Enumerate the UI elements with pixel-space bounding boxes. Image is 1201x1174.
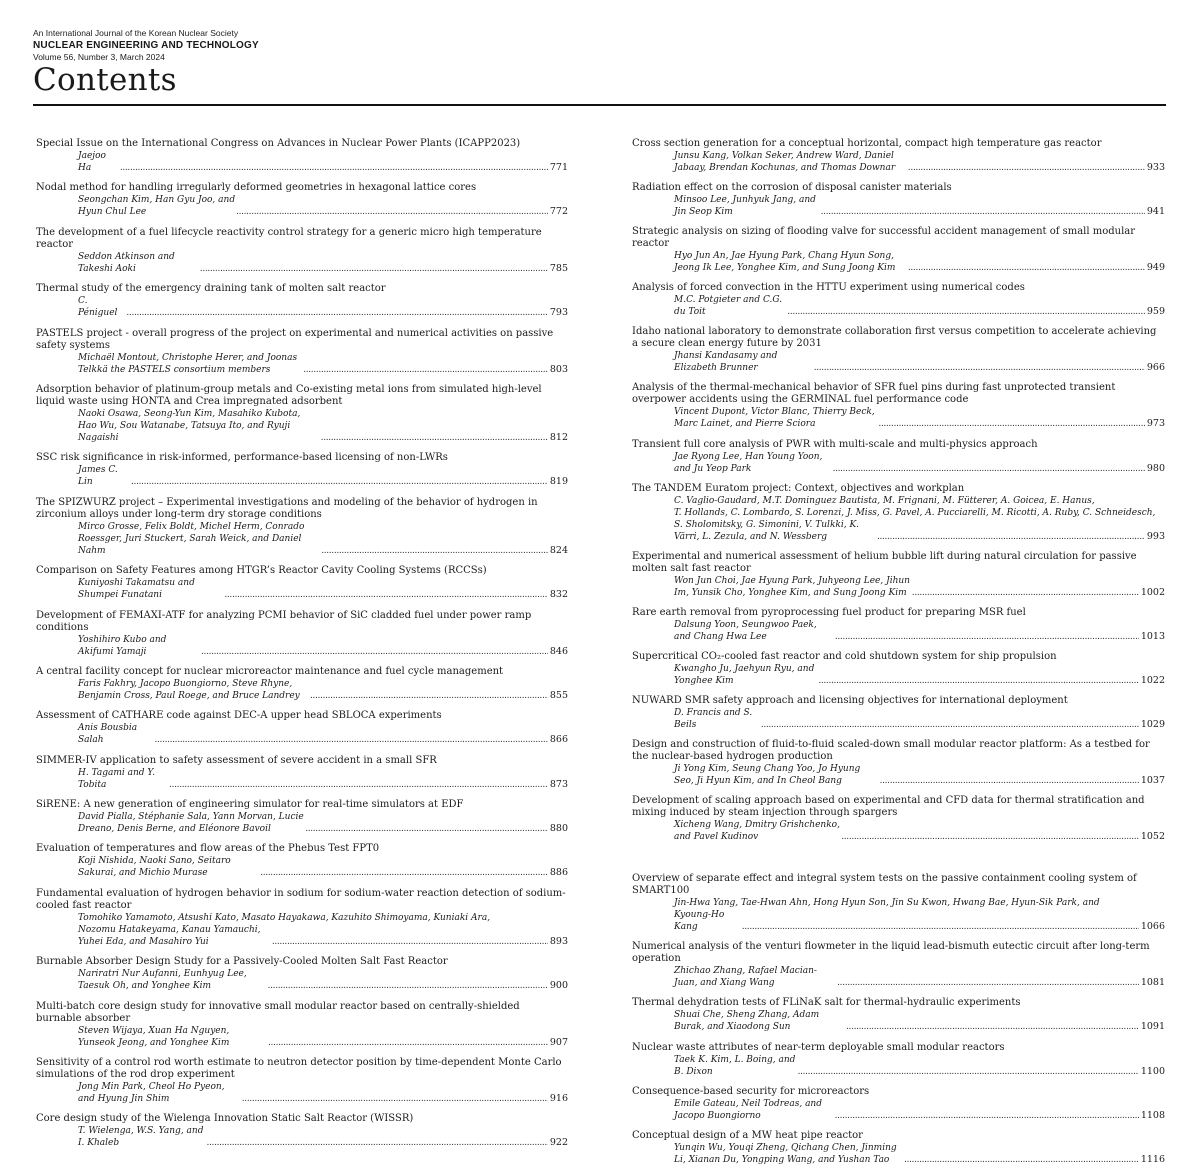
article-authors: Ji Yong Kim, Seung Chang Yoo, Jo Hyung Seo, Ji Hyun Kim, and In Cheol Bang (674, 764, 861, 787)
article-title[interactable]: Supercritical CO₂-cooled fast reactor and cold shutdown system for ship propulsion (632, 650, 1057, 662)
toc-entry[interactable] (36, 138, 568, 174)
page-number[interactable]: 1052 (1140, 831, 1165, 843)
article-authors: Jae Ryong Lee, Han Young Yoon, and Ju Yeop Park (674, 451, 823, 474)
page-number[interactable]: 1100 (1140, 1065, 1165, 1077)
dot-leader (268, 980, 548, 992)
toc-entry[interactable] (36, 956, 568, 992)
toc-entry[interactable] (36, 799, 568, 835)
toc-entry[interactable] (36, 227, 568, 275)
page-number[interactable]: 907 (549, 1036, 568, 1048)
article-authors: Yunqin Wu, Youqi Zheng, Qichang Chen, Jinming Li, Xianan Du, Yongping Wang, and Yushan Tao (674, 1142, 897, 1165)
dot-leader (742, 921, 1139, 933)
dot-leader (200, 263, 548, 275)
article-authors: Faris Fakhry, Jacopo Buongiorno, Steve Rhyne, Benjamin Cross, Paul Roege, and Bruce Landrey (78, 678, 300, 701)
page-title: Contents (33, 62, 177, 98)
article-authors: H. Tagami and Y. Tobita (78, 767, 156, 790)
dot-leader (131, 476, 548, 488)
toc-entry[interactable] (632, 382, 1165, 430)
journal-title: NUCLEAR ENGINEERING AND TECHNOLOGY (33, 40, 259, 51)
dot-leader (833, 463, 1145, 475)
dot-leader (908, 162, 1145, 174)
page-number[interactable]: 873 (549, 778, 568, 790)
article-authors: Nariratri Nur Aufanni, Eunhyug Lee, Taesuk Oh, and Yonghee Kim (78, 969, 247, 992)
page-number[interactable]: 880 (549, 823, 568, 835)
page-number[interactable]: 824 (549, 544, 568, 556)
dot-leader (846, 1021, 1139, 1033)
journal-subtitle: An International Journal of the Korean Nuclear Society (33, 28, 239, 38)
dot-leader (303, 364, 548, 376)
dot-leader (321, 545, 548, 557)
dot-leader (814, 362, 1145, 374)
page-number[interactable]: 900 (549, 980, 568, 992)
article-title[interactable]: Nodal method for handling irregularly deformed geometries in hexagonal lattice cores (36, 182, 477, 194)
page-number[interactable]: 1091 (1140, 1021, 1165, 1033)
journal-header (33, 28, 259, 97)
article-title[interactable]: Rare earth removal from pyroprocessing fuel product for preparing MSR fuel (632, 606, 1026, 618)
toc-entry[interactable] (36, 328, 568, 376)
article-title[interactable]: PASTELS project - overall progress of the project on experimental and numerical activities on passive safety systems (36, 327, 554, 351)
dot-leader (201, 646, 548, 658)
dot-leader (169, 779, 548, 791)
article-title[interactable]: SiRENE: A new generation of engineering simulator for real-time simulators at EDF (36, 799, 464, 811)
page-number[interactable]: 1066 (1140, 921, 1165, 933)
article-title[interactable]: Burnable Absorber Design Study for a Passively-Cooled Molten Salt Fast Reactor (36, 956, 448, 968)
toc-entry[interactable] (632, 795, 1165, 843)
dot-leader (837, 977, 1139, 989)
article-authors: Minsoo Lee, Junhyuk Jang, and Jin Seop Kim (674, 195, 816, 218)
dot-leader (260, 867, 548, 879)
toc-entry[interactable] (36, 283, 568, 319)
article-title[interactable]: Consequence-based security for microreactors (632, 1085, 870, 1097)
dot-leader (787, 306, 1145, 318)
article-title[interactable]: Thermal study of the emergency draining tank of molten salt reactor (36, 283, 386, 295)
page-number[interactable]: 949 (1146, 262, 1165, 274)
article-authors: Dalsung Yoon, Seungwoo Paek, and Chang Hwa Lee (674, 619, 817, 642)
article-authors: Tomohiko Yamamoto, Atsushi Kato, Masato Hayakawa, Kazuhito Shimoyama, Kuniaki Ara, (78, 912, 491, 923)
toc-entry[interactable] (632, 1086, 1165, 1122)
article-authors: Taek K. Kim, L. Boing, and B. Dixon (674, 1054, 796, 1077)
page-number[interactable]: 812 (549, 431, 568, 443)
article-authors: Kwangho Ju, Jaehyun Ryu, and Yonghee Kim (674, 663, 815, 686)
dot-leader (908, 262, 1145, 274)
article-title[interactable]: Multi-batch core design study for innovative small modular reactor based on centrally-shielded burnable absorber (36, 1000, 520, 1024)
dot-leader (880, 775, 1139, 787)
article-authors: Nozomu Hatakeyama, Kanau Yamauchi, Yuhei Eda, and Masahiro Yui (78, 924, 261, 947)
dot-leader (310, 690, 548, 702)
dot-leader (761, 719, 1139, 731)
dot-leader (878, 418, 1145, 430)
toc-entry[interactable] (632, 483, 1165, 543)
toc-entry[interactable] (36, 182, 568, 218)
article-title[interactable]: Core design study of the Wielenga Innovation Static Salt Reactor (WISSR) (36, 1113, 414, 1125)
page-number[interactable]: 966 (1146, 362, 1165, 374)
article-title[interactable]: Strategic analysis on sizing of flooding valve for successful accident management of small modular reactor (632, 226, 1136, 250)
article-authors: Hyo Jun An, Jae Hyung Park, Chang Hyun Song, Jeong Ik Lee, Yonghee Kim, and Sung Joong Kim (674, 251, 896, 274)
article-title[interactable]: Idaho national laboratory to demonstrate collaboration first versus competition to accelerate achieving a secure clean energy future by 2031 (632, 326, 1157, 350)
page-number[interactable]: 1013 (1140, 630, 1165, 642)
page-number[interactable]: 1022 (1140, 674, 1165, 686)
article-title[interactable]: Conceptual design of a MW heat pipe reactor (632, 1129, 863, 1141)
toc-entry[interactable] (632, 607, 1165, 643)
dot-leader (155, 734, 548, 746)
article-authors: Steven Wijaya, Xuan Ha Nguyen, Yunseok Jeong, and Yonghee Kim (78, 1025, 230, 1048)
article-title[interactable]: The SPIZWURZ project – Experimental investigations and modeling of the behavior of hydrogen in zirconium alloys under long-term dry storage conditions (36, 496, 538, 520)
article-title[interactable]: The development of a fuel lifecycle reactivity control strategy for a generic micro high temperature reactor (36, 226, 542, 250)
toc-entry[interactable] (632, 1042, 1165, 1078)
dot-leader (224, 589, 547, 601)
toc-entry[interactable] (632, 282, 1165, 318)
dot-leader (120, 162, 548, 174)
article-authors: James C. Lin (78, 465, 118, 488)
article-authors: Won Jun Choi, Jae Hyung Park, Juhyeong Lee, Jihun Im, Yunsik Cho, Yonghee Kim, and Sung Joong Kim (674, 575, 910, 598)
article-authors: Jhansi Kandasamy and Elizabeth Brunner (674, 351, 778, 374)
toc-entry[interactable] (36, 497, 568, 557)
page-number[interactable]: 772 (549, 206, 568, 218)
article-title[interactable]: Development of scaling approach based on experimental and CFD data for thermal stratification and mixing induced by steam injection through spargers (632, 795, 1145, 819)
dot-leader (818, 675, 1138, 687)
toc-entry[interactable] (632, 941, 1165, 989)
toc-entry[interactable] (36, 384, 568, 444)
article-title[interactable]: SIMMER-IV application to safety assessment of severe accident in a small SFR (36, 754, 437, 766)
article-title[interactable]: Special Issue on the International Congress on Advances in Nuclear Power Plants (ICAPP2023) (36, 138, 521, 149)
page-number[interactable]: 1029 (1140, 719, 1165, 731)
article-title[interactable]: Nuclear waste attributes of near-term deployable small modular reactors (632, 1041, 1005, 1053)
article-authors: S. Sholomitsky, G. Simonini, V. Tulkki, K. Värri, L. Zezula, and N. Wessberg (674, 519, 860, 542)
toc-entry[interactable] (36, 452, 568, 488)
toc-entry[interactable] (36, 1057, 568, 1105)
page-number[interactable]: 959 (1146, 306, 1165, 318)
toc-entry[interactable] (36, 666, 568, 702)
article-title[interactable]: Comparison on Safety Features among HTGR’s Reactor Cavity Cooling Systems (RCCSs) (36, 565, 487, 577)
article-authors: Kuniyoshi Takamatsu and Shumpei Funatani (78, 578, 195, 601)
article-authors: Michaël Montout, Christophe Herer, and Joonas Telkkä the PASTELS consortium members (78, 352, 298, 375)
toc-entry[interactable] (632, 651, 1165, 687)
page-number[interactable]: 1108 (1140, 1109, 1165, 1121)
toc-entry[interactable] (632, 695, 1165, 731)
article-title[interactable]: A central facility concept for nuclear microreactor maintenance and fuel cycle management (36, 665, 504, 677)
toc-entry[interactable] (36, 755, 568, 791)
article-authors: Seddon Atkinson and Takeshi Aoki (78, 251, 175, 274)
toc-entry[interactable] (632, 1130, 1165, 1166)
toc-entry[interactable] (36, 710, 568, 746)
dot-leader (841, 831, 1139, 843)
page-number[interactable]: 846 (549, 645, 568, 657)
page-number[interactable]: 832 (549, 589, 568, 601)
page-number[interactable]: 1037 (1140, 775, 1165, 787)
page-number[interactable]: 916 (549, 1093, 568, 1105)
article-authors: C. Péniguel (78, 296, 118, 319)
page-number[interactable]: 803 (549, 363, 568, 375)
toc-entry[interactable] (36, 843, 568, 879)
article-authors: David Pialla, Stéphanie Sala, Yann Morvan, Lucie Dreano, Denis Berne, and Eléonore Bavoil (78, 812, 304, 835)
dot-leader (305, 823, 548, 835)
right-column (632, 138, 1165, 1174)
article-title[interactable]: Adsorption behavior of platinum-group metals and Co-existing metal ions from simulated high-level liquid waste using HONTA and Crea impregnated adsorbent (36, 383, 542, 407)
article-authors: C. Vaglio-Gaudard, M.T. Dominguez Bautista, M. Frignani, M. Fütterer, A. Goicea, E. Hanus, (674, 495, 1095, 506)
article-title[interactable]: Assessment of CATHARE code against DEC-A upper head SBLOCA experiments (36, 710, 442, 722)
article-title[interactable]: Numerical analysis of the venturi flowmeter in the liquid lead-bismuth eutectic circuit after long-term operation (632, 941, 1150, 965)
page-number[interactable]: 993 (1146, 530, 1165, 542)
article-authors: D. Francis and S. Beils (674, 708, 753, 731)
page-number[interactable]: 980 (1146, 462, 1165, 474)
dot-leader (798, 1066, 1139, 1078)
page-number[interactable]: 819 (549, 476, 568, 488)
article-authors: Xicheng Wang, Dmitry Grishchenko, and Pavel Kudinov (674, 820, 840, 843)
dot-leader (821, 206, 1145, 218)
article-authors: Seongchan Kim, Han Gyu Joo, and Hyun Chul Lee (78, 195, 236, 218)
toc-entry[interactable] (632, 439, 1165, 475)
toc-entry[interactable] (632, 182, 1165, 218)
toc-entry[interactable] (632, 226, 1165, 274)
dot-leader (835, 1110, 1139, 1122)
dot-leader (242, 1093, 548, 1105)
page-number[interactable]: 785 (549, 262, 568, 274)
page-number[interactable]: 973 (1146, 418, 1165, 430)
page-number[interactable]: 855 (549, 689, 568, 701)
page-number[interactable]: 893 (549, 935, 568, 947)
page-number[interactable]: 771 (549, 162, 568, 173)
article-authors: Jin-Hwa Yang, Tae-Hwan Ahn, Hong Hyun Son, Jin Su Kwon, Hwang Bae, Hyun-Sik Park, and (674, 898, 1100, 909)
article-authors: T. Hollands, C. Lombardo, S. Lorenzi, J. Miss, G. Pavel, A. Pucciarelli, M. Ricotti, A. Ruby, C. Schneidesch, (674, 507, 1156, 518)
toc-entry[interactable] (36, 1001, 568, 1049)
toc-entry[interactable] (632, 138, 1165, 174)
article-authors: T. Wielenga, W.S. Yang, and I. Khaleb (78, 1126, 204, 1149)
article-authors: Jaejoo Ha (78, 151, 106, 173)
article-authors: Kyoung-Ho Kang (674, 910, 725, 933)
dot-leader (126, 307, 547, 319)
article-authors: M.C. Potgieter and C.G. du Toit (674, 295, 783, 318)
article-title[interactable]: Sensitivity of a control rod worth estimate to neutron detector position by time-dependent Monte Carlo simulations of the rod drop experiment (36, 1057, 562, 1081)
header-rule (33, 104, 1166, 106)
dot-leader (912, 587, 1139, 599)
article-authors: Jong Min Park, Cheol Ho Pyeon, and Hyung Jin Shim (78, 1082, 225, 1105)
article-authors: Yoshihiro Kubo and Akifumi Yamaji (78, 634, 167, 657)
toc-entry[interactable] (632, 873, 1165, 933)
page-number[interactable]: 866 (549, 734, 568, 746)
article-title[interactable]: Overview of separate effect and integral system tests on the passive containment cooling system of SMART100 (632, 873, 1137, 897)
article-title[interactable]: SSC risk significance in risk-informed, performance-based licensing of non-LWRs (36, 452, 448, 464)
article-authors: Vincent Dupont, Victor Blanc, Thierry Beck, Marc Lainet, and Pierre Sciora (674, 407, 875, 430)
toc-entry[interactable] (36, 1113, 568, 1149)
article-authors: Emile Gateau, Neil Todreas, and Jacopo Buongiorno (674, 1098, 822, 1121)
article-authors: Junsu Kang, Volkan Seker, Andrew Ward, Daniel Jabaay, Brendan Kochunas, and Thomas Downar (674, 151, 896, 173)
article-title[interactable]: Radiation effect on the corrosion of disposal canister materials (632, 182, 952, 194)
toc-entry[interactable] (632, 326, 1165, 374)
toc-entry[interactable] (36, 888, 568, 948)
dot-leader (272, 936, 548, 948)
article-authors: Mirco Grosse, Felix Boldt, Michel Herm, Conrado Roessger, Juri Stuckert, Sarah Weick, and Daniel Nahm (78, 521, 305, 556)
article-title[interactable]: Analysis of the thermal-mechanical behavior of SFR fuel pins during fast unprotected transient overpower accidents using the GERMINAL fuel performance code (632, 382, 1116, 406)
dot-leader (268, 1037, 548, 1049)
article-authors: Zhichao Zhang, Rafael Macian-Juan, and Xiang Wang (674, 966, 817, 989)
page-number[interactable]: 1002 (1140, 586, 1165, 598)
article-title[interactable]: Analysis of forced convection in the HTTU experiment using numerical codes (632, 282, 1025, 294)
left-column (36, 138, 568, 1158)
dot-leader (207, 1137, 548, 1149)
article-title[interactable]: Experimental and numerical assessment of helium bubble lift during natural circulation for passive molten salt fast reactor (632, 550, 1137, 574)
article-authors: Koji Nishida, Naoki Sano, Seitaro Sakurai, and Michio Murase (78, 856, 231, 879)
toc-entry[interactable] (632, 551, 1165, 599)
article-authors: Naoki Osawa, Seong-Yun Kim, Masahiko Kubota, Hao Wu, Sou Watanabe, Tatsuya Ito, and Ryuji Nagaishi (78, 408, 301, 443)
page-number[interactable]: 793 (549, 307, 568, 319)
article-title[interactable]: Design and construction of fluid-to-fluid scaled-down small modular reactor platform: As a testbed for the nuclear-based hydrogen production (632, 739, 1150, 763)
page-number[interactable]: 922 (549, 1137, 568, 1149)
dot-leader (321, 432, 548, 444)
dot-leader (236, 206, 548, 218)
article-title[interactable]: NUWARD SMR safety approach and licensing objectives for international deployment (632, 695, 1068, 707)
toc-entry[interactable] (36, 610, 568, 658)
toc-entry[interactable] (632, 739, 1165, 787)
toc-entry[interactable] (36, 565, 568, 601)
dot-leader (835, 631, 1139, 643)
article-authors: Shuai Che, Sheng Zhang, Adam Burak, and Xiaodong Sun (674, 1010, 820, 1033)
article-authors: Anis Bousbia Salah (78, 723, 138, 746)
page-number[interactable]: 941 (1146, 206, 1165, 218)
article-title[interactable]: Evaluation of temperatures and flow areas of the Phebus Test FPT0 (36, 843, 380, 855)
article-title[interactable]: Development of FEMAXI-ATF for analyzing PCMI behavior of SiC cladded fuel under power ramp conditions (36, 609, 532, 633)
article-title[interactable]: Fundamental evaluation of hydrogen behavior in sodium for sodium-water reaction detection of sodium-cooled fast reactor (36, 887, 566, 911)
page-number[interactable]: 886 (549, 867, 568, 879)
volume-info: Volume 56, Number 3, March 2024 (33, 52, 165, 62)
page-number[interactable]: 1116 (1140, 1153, 1165, 1165)
article-title[interactable]: Thermal dehydration tests of FLiNaK salt for thermal-hydraulic experiments (632, 997, 1021, 1009)
page-number[interactable]: 1081 (1140, 977, 1165, 989)
dot-leader (904, 1154, 1139, 1166)
article-title[interactable]: Cross section generation for a conceptual horizontal, compact high temperature gas reactor (632, 138, 1102, 149)
dot-leader (877, 531, 1145, 543)
article-title[interactable]: Transient full core analysis of PWR with multi-scale and multi-physics approach (632, 438, 1038, 450)
page-number[interactable]: 933 (1146, 162, 1165, 173)
toc-entry[interactable] (632, 997, 1165, 1033)
article-title[interactable]: The TANDEM Euratom project: Context, objectives and workplan (632, 482, 965, 494)
